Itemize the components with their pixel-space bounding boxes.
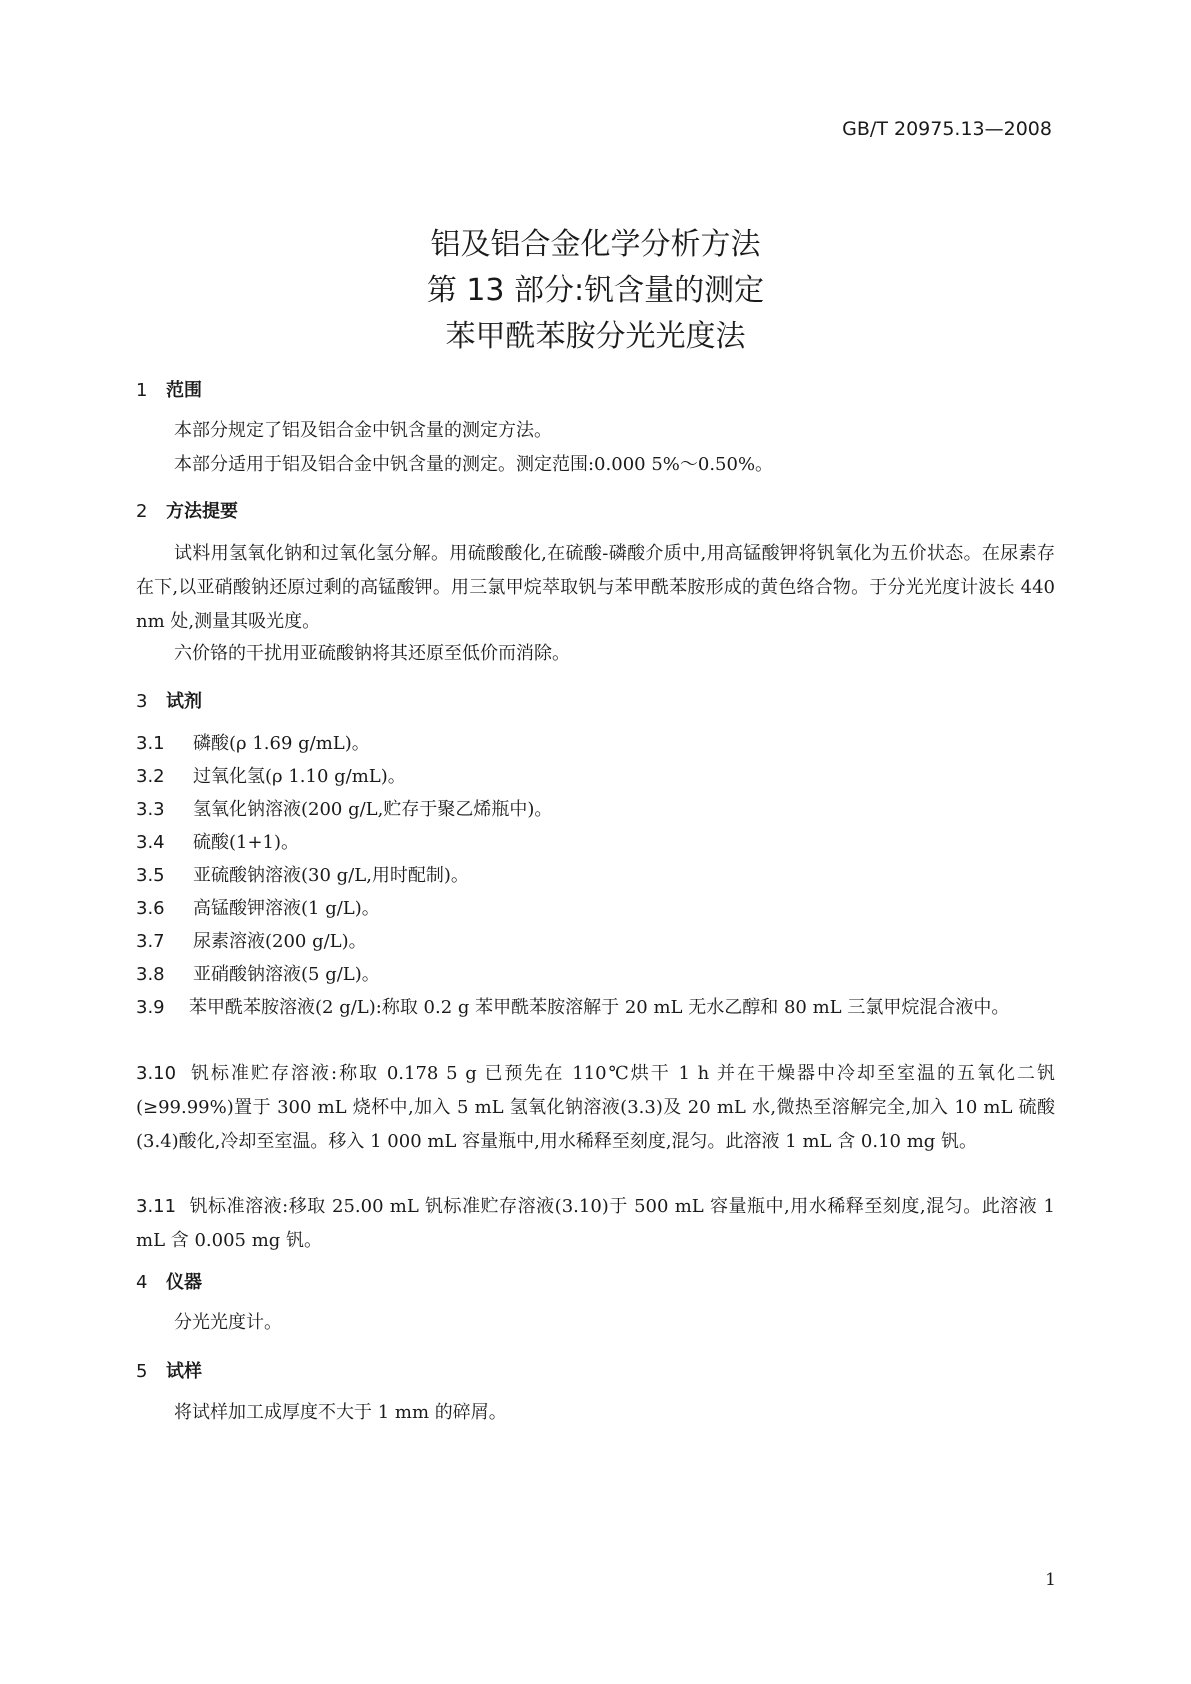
- section-number: 1: [136, 380, 148, 401]
- title-line-3: 苯甲酰苯胺分光光度法: [445, 319, 746, 354]
- section-title: 方法提要: [166, 501, 238, 522]
- item-text: 钒标准贮存溶液:称取 0.178 5 g 已预先在 110℃烘干 1 h 并在干燥器中冷却至室温的五氧化二钒(≥99.99%)置于 300 mL 烧杯中,加入 5 mL 氢氧化钠溶液(3.3)及 20 mL 水,微热至溶解完全,加入 10 mL 硫酸(3.4)酸化,冷却至室温。移入 1 000 mL 容量瓶中,用水稀释至刻度,混匀。此溶液 1 mL 含 0.10 mg 钒。: [136, 1063, 1055, 1152]
- reagent-item: [136, 793, 1055, 827]
- reagent-item: [136, 925, 1055, 959]
- item-number: 3.4: [136, 832, 165, 853]
- section-2-paragraph-2: 六价铬的干扰用亚硫酸钠将其还原至低价而消除。: [174, 643, 570, 664]
- item-number: 3.5: [136, 865, 165, 886]
- section-number: 4: [136, 1272, 148, 1293]
- reagent-item: [136, 991, 1055, 1025]
- item-text: 过氧化氢(ρ 1.10 g/mL)。: [193, 766, 406, 787]
- section-2-heading: [136, 497, 238, 523]
- section-3-heading: [136, 687, 202, 713]
- item-number: 3.1: [136, 733, 165, 754]
- item-number: 3.11: [136, 1196, 177, 1217]
- section-number: 3: [136, 691, 148, 712]
- item-text: 苯甲酰苯胺溶液(2 g/L):称取 0.2 g 苯甲酰苯胺溶解于 20 mL 无水乙醇和 80 mL 三氯甲烷混合液中。: [189, 997, 1010, 1018]
- section-2-paragraph-1: 试料用氢氧化钠和过氧化氢分解。用硫酸酸化,在硫酸-磷酸介质中,用高锰酸钾将钒氧化为五价状态。在尿素存在下,以亚硝酸钠还原过剩的高锰酸钾。用三氯甲烷萃取钒与苯甲酰苯胺形成的黄色络合物。于分光光度计波长 440 nm 处,测量其吸光度。: [136, 543, 1055, 632]
- section-1-paragraph-2: 本部分适用于铝及铝合金中钒含量的测定。测定范围:0.000 5%～0.50%。: [174, 454, 774, 475]
- page-number: 1: [1045, 1570, 1056, 1590]
- title-line-1: 铝及铝合金化学分析方法: [430, 227, 761, 262]
- item-text: 亚硝酸钠溶液(5 g/L)。: [193, 964, 380, 985]
- item-number: 3.10: [136, 1063, 177, 1084]
- section-number: 5: [136, 1361, 148, 1382]
- title-line-2: 第 13 部分:钒含量的测定: [426, 273, 765, 308]
- section-title: 范围: [166, 380, 202, 401]
- item-text: 磷酸(ρ 1.69 g/mL)。: [193, 733, 370, 754]
- item-number: 3.2: [136, 766, 165, 787]
- reagent-item: [136, 826, 1055, 860]
- item-text: 钒标准溶液:移取 25.00 mL 钒标准贮存溶液(3.10)于 500 mL 容量瓶中,用水稀释至刻度,混匀。此溶液 1 mL 含 0.005 mg 钒。: [136, 1196, 1055, 1251]
- reagent-item: [136, 727, 1055, 761]
- item-number: 3.9: [136, 997, 165, 1018]
- section-title: 仪器: [166, 1272, 202, 1293]
- section-5-paragraph-1: 将试样加工成厚度不大于 1 mm 的碎屑。: [174, 1402, 507, 1423]
- item-text: 氢氧化钠溶液(200 g/L,贮存于聚乙烯瓶中)。: [193, 799, 553, 820]
- section-4-paragraph-1: 分光光度计。: [174, 1312, 282, 1333]
- item-number: 3.8: [136, 964, 165, 985]
- section-title: 试样: [166, 1361, 202, 1382]
- item-text: 亚硫酸钠溶液(30 g/L,用时配制)。: [193, 865, 469, 886]
- section-5-heading: [136, 1357, 202, 1383]
- reagent-item: [136, 1190, 1055, 1258]
- item-number: 3.3: [136, 799, 165, 820]
- item-text: 尿素溶液(200 g/L)。: [193, 931, 367, 952]
- item-number: 3.6: [136, 898, 165, 919]
- standard-code: GB/T 20975.13—2008: [842, 118, 1052, 140]
- section-1-heading: [136, 376, 202, 402]
- reagent-item: [136, 760, 1055, 794]
- item-text: 硫酸(1+1)。: [193, 832, 300, 853]
- section-number: 2: [136, 501, 148, 522]
- reagent-item: [136, 958, 1055, 992]
- section-1-paragraph-1: 本部分规定了铝及铝合金中钒含量的测定方法。: [174, 420, 552, 441]
- item-number: 3.7: [136, 931, 165, 952]
- section-title: 试剂: [166, 691, 202, 712]
- reagent-item: [136, 1057, 1055, 1159]
- section-4-heading: [136, 1268, 202, 1294]
- item-text: 高锰酸钾溶液(1 g/L)。: [193, 898, 380, 919]
- reagent-item: [136, 892, 1055, 926]
- reagent-item: [136, 859, 1055, 893]
- document-title: [0, 222, 1191, 360]
